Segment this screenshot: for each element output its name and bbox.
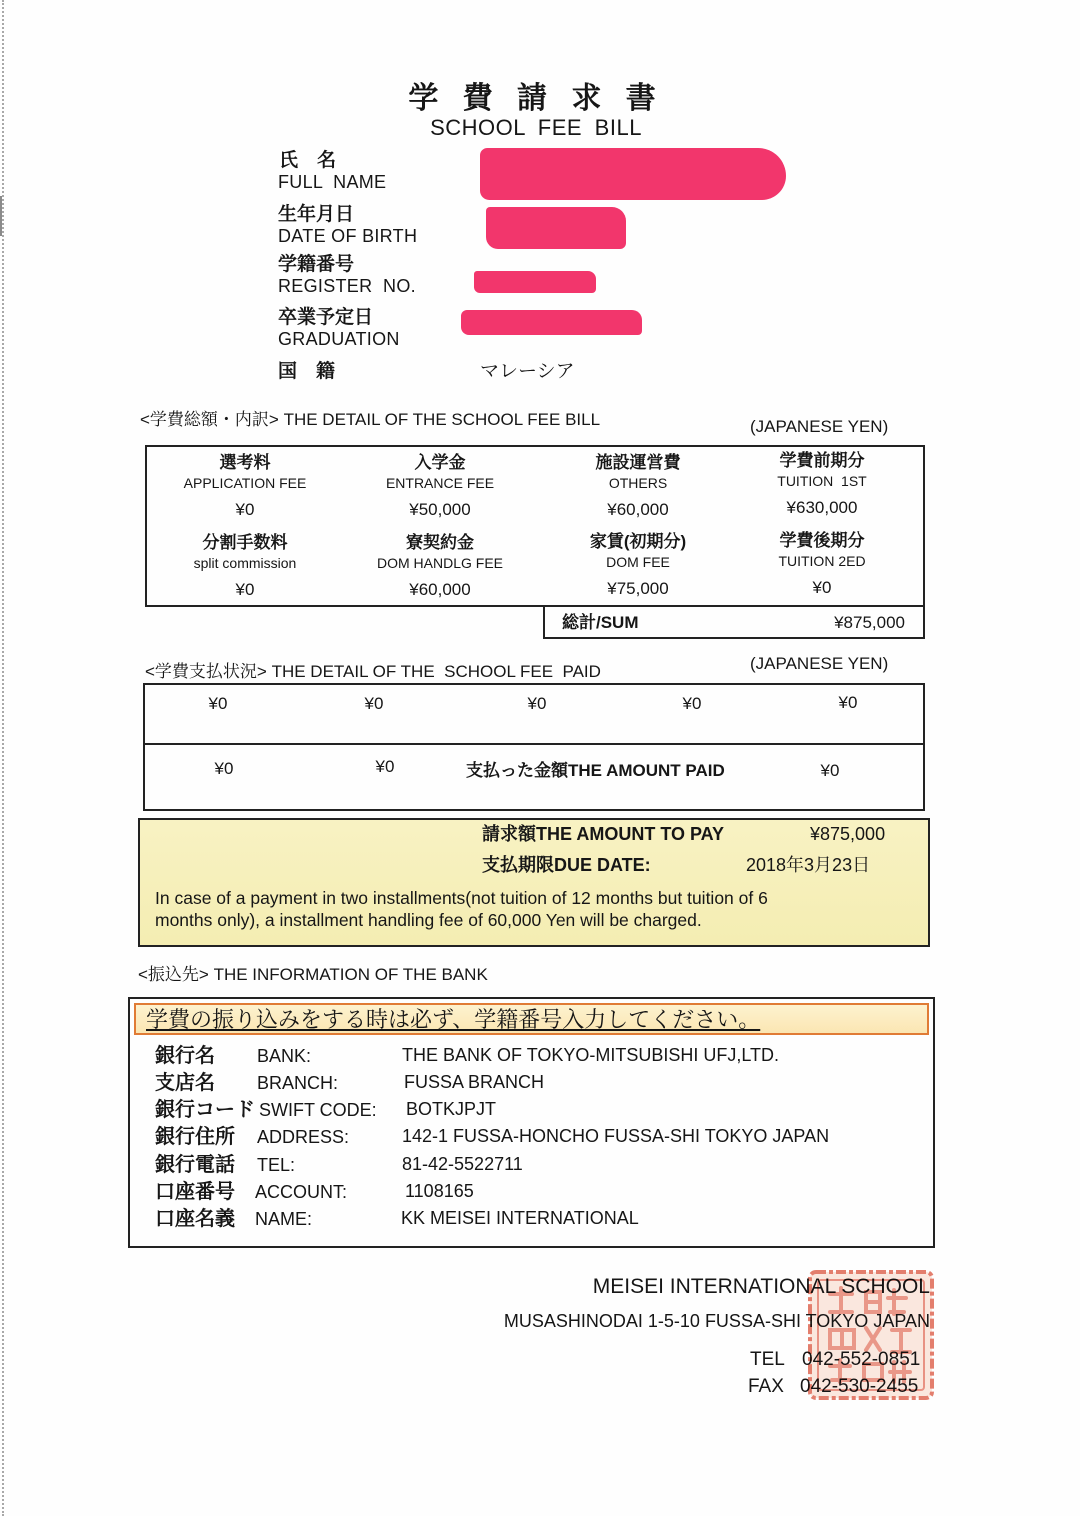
- register-no-label-en: REGISTER NO.: [278, 276, 416, 296]
- fee-item-label-en: split commission: [193, 555, 297, 571]
- payment-notice-text: 学費の振り込みをする時は必ず、学籍番号入力してください。: [146, 1007, 761, 1032]
- fee-paid-heading: <学費支払状況> THE DETAIL OF THE SCHOOL FEE PAID: [145, 662, 601, 681]
- full-name-label-en: FULL NAME: [278, 172, 387, 192]
- bank-row-label-jp: 銀行電話: [155, 1154, 235, 1176]
- fee-item-amount: ¥0: [812, 578, 832, 597]
- bank-row-value: KK MEISEI INTERNATIONAL: [401, 1208, 639, 1228]
- fee-bill-currency: (JAPANESE YEN): [750, 417, 889, 436]
- school-seal-stamp: [806, 1268, 936, 1402]
- bank-row-label-en: ACCOUNT:: [255, 1182, 348, 1202]
- graduation-label-en: GRADUATION: [278, 329, 400, 349]
- document-title-english: SCHOOL FEE BILL: [430, 115, 642, 140]
- fee-item-label-en: APPLICATION FEE: [183, 475, 307, 491]
- bank-row-label-en: NAME:: [255, 1209, 313, 1229]
- amount-paid-value: ¥0: [820, 761, 840, 780]
- fee-item-amount: ¥60,000: [607, 500, 669, 519]
- fee-item-label-en: DOM FEE: [606, 554, 670, 570]
- fee-item: [727, 450, 917, 518]
- fee-item: [345, 532, 535, 600]
- register-no-redaction: [474, 271, 596, 293]
- bank-row-label-en: SWIFT CODE:: [259, 1100, 377, 1120]
- paid-amount: ¥0: [682, 694, 702, 713]
- fee-item-label-en: ENTRANCE FEE: [385, 475, 495, 491]
- bank-row-value: 1108165: [405, 1181, 474, 1201]
- fee-item-label-jp: 入学金: [414, 453, 466, 472]
- date-of-birth-label-en: DATE OF BIRTH: [278, 226, 418, 246]
- bank-row-label-jp: 支店名: [155, 1072, 215, 1094]
- payment-notice-banner: [134, 1003, 929, 1035]
- date-of-birth-label-jp: 生年月日: [278, 204, 355, 225]
- bank-row-value: 142-1 FUSSA-HONCHO FUSSA-SHI TOKYO JAPAN: [402, 1126, 830, 1146]
- date-of-birth-redaction: [486, 207, 626, 249]
- fee-paid-currency: (JAPANESE YEN): [750, 654, 889, 673]
- paid-amount: ¥0: [214, 759, 234, 778]
- full-name-label-jp: 氏 名: [279, 150, 337, 171]
- sum-box: [543, 605, 925, 639]
- paid-amount: ¥0: [364, 694, 384, 713]
- sum-amount: ¥875,000: [834, 613, 905, 632]
- bank-row-value: FUSSA BRANCH: [404, 1072, 545, 1092]
- bank-row-value: BOTKJPJT: [406, 1099, 497, 1119]
- bank-row-label-jp: 銀行コード: [155, 1099, 255, 1121]
- bank-row-label-en: BANK:: [257, 1046, 312, 1066]
- fee-item-label-jp: 分割手数料: [202, 533, 288, 552]
- school-address: MUSASHINODAI 1-5-10 FUSSA-SHI TOKYO JAPAN: [503, 1311, 930, 1331]
- bank-row-label-jp: 銀行名: [155, 1045, 215, 1067]
- fee-item-label-jp: 施設運営費: [595, 453, 681, 472]
- fee-item-amount: ¥75,000: [607, 579, 669, 598]
- fee-item-label-jp: 学費前期分: [779, 451, 865, 470]
- bank-heading: <振込先> THE INFORMATION OF THE BANK: [138, 965, 488, 984]
- bank-row-label-en: BRANCH:: [257, 1073, 339, 1093]
- register-no-label-jp: 学籍番号: [278, 254, 355, 275]
- amount-to-pay-value: ¥875,000: [810, 824, 886, 844]
- school-fax: 042-530-2455: [800, 1376, 919, 1397]
- fee-item-amount: ¥60,000: [409, 580, 471, 599]
- fee-item: [727, 530, 917, 598]
- fee-item-label-en: OTHERS: [608, 475, 668, 491]
- fee-item-amount: ¥0: [235, 500, 255, 519]
- fee-item-label-en: TUITION 1ST: [777, 473, 867, 489]
- due-date-value: 2018年3月23日: [746, 855, 871, 875]
- paid-amount: ¥0: [838, 693, 858, 712]
- fee-item-amount: ¥630,000: [786, 498, 858, 517]
- installment-note-line: months only), a installment handling fee of 60,000 Yen will be charged.: [155, 910, 702, 930]
- sum-label: 総計/SUM: [562, 613, 639, 632]
- fee-item: [345, 452, 535, 520]
- amount-to-pay-label: 請求額THE AMOUNT TO PAY: [482, 824, 725, 844]
- fee-item-label-en: TUITION 2ED: [778, 553, 866, 569]
- bank-row-label-en: TEL:: [257, 1155, 296, 1175]
- nationality-label: 国 籍: [278, 361, 336, 382]
- fee-item: [150, 532, 340, 600]
- school-tel: 042-552-0851: [802, 1349, 921, 1370]
- school-fax-label: FAX: [748, 1376, 784, 1397]
- fee-item: [150, 452, 340, 520]
- paid-amount: ¥0: [375, 757, 395, 776]
- fee-item-amount: ¥0: [235, 580, 255, 599]
- nationality-value: マレーシア: [480, 361, 575, 382]
- paid-amount: ¥0: [208, 694, 228, 713]
- amount-paid-label: 支払った金額THE AMOUNT PAID: [466, 761, 725, 780]
- fee-item-label-jp: 学費後期分: [779, 531, 865, 550]
- full-name-redaction: [480, 148, 786, 200]
- graduation-label-jp: 卒業予定日: [278, 307, 374, 328]
- school-name: MEISEI INTERNATIONAL SCHOOL: [592, 1275, 930, 1298]
- bank-row-value: THE BANK OF TOKYO-MITSUBISHI UFJ,LTD.: [402, 1045, 780, 1065]
- fee-item-label-jp: 選考料: [219, 453, 271, 472]
- fee-item-label-jp: 家賃(初期分): [589, 532, 687, 551]
- fee-item-label-en: DOM HANDLG FEE: [376, 555, 503, 571]
- scan-edge-mark: [0, 196, 2, 236]
- installment-note-line: In case of a payment in two installments(not tuition of 12 months but tuition of 6: [155, 888, 768, 908]
- fee-item: [543, 452, 733, 520]
- bank-row-label-en: ADDRESS:: [257, 1127, 350, 1147]
- due-date-label: 支払期限DUE DATE:: [482, 855, 651, 875]
- scan-edge-line: [2, 0, 4, 1516]
- fee-item-label-jp: 寮契約金: [406, 533, 474, 552]
- bank-row-label-jp: 口座番号: [155, 1181, 235, 1203]
- bank-row-label-jp: 銀行住所: [155, 1126, 235, 1148]
- school-tel-label: TEL: [750, 1349, 785, 1370]
- bank-row-label-jp: 口座名義: [155, 1208, 235, 1230]
- paid-amount: ¥0: [527, 694, 547, 713]
- fee-item-amount: ¥50,000: [409, 500, 471, 519]
- fee-bill-heading: <学費総額・内訳> THE DETAIL OF THE SCHOOL FEE BILL: [140, 410, 601, 429]
- document-title-japanese: 学 費 請 求 書: [408, 82, 664, 115]
- fee-paid-divider: [143, 743, 925, 745]
- graduation-redaction: [461, 310, 642, 335]
- fee-item: [543, 531, 733, 599]
- bank-row-value: 81-42-5522711: [402, 1154, 523, 1174]
